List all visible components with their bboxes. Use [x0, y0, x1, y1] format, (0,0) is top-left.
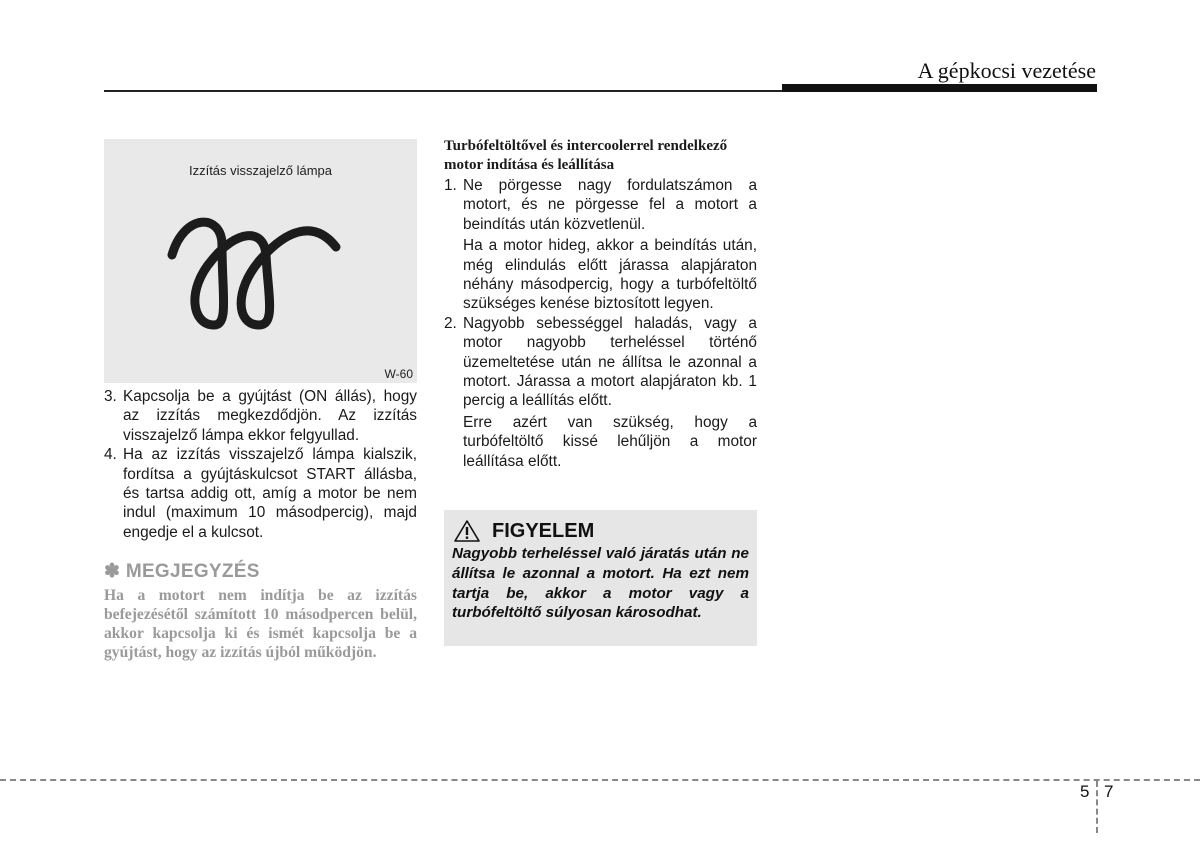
item-number: 1.	[444, 177, 457, 194]
item-text: Ha az izzítás visszajelző lámpa kialszik, fordítsa a gyújtáskulcsot START állásba, és tartsa addig ott, amíg a motor be nem indul (maximum 10 másodpercig), majd engedje el a kulcsot.	[123, 446, 417, 541]
warning-box	[444, 510, 757, 646]
chapter-title: A gépkocsi vezetése	[917, 58, 1096, 83]
note-title: MEGJEGYZÉS	[125, 561, 260, 583]
item-text: Ne pörgesse nagy fordulatszámon a motort, és ne pörgesse fel a motort a beindítás után közvetlenül.	[463, 177, 757, 233]
warning-body: Nagyobb terheléssel való járatás után ne állítsa le azonnal a motort. Ha ezt nem tartja be, akkor a motor vagy a turbófeltöltő súlyosan károsodhat.	[452, 545, 749, 622]
item-text: Kapcsolja be a gyújtást (ON állás), hogy az izzítás megkezdődjön. Az izzítás visszajelző lámpa ekkor felgyullad.	[123, 388, 417, 444]
item-subparagraph: Erre azért van szükség, hogy a turbófeltöltő kissé lehűljön a motor leállítása előtt.	[463, 413, 757, 470]
item-number: 4.	[104, 446, 117, 464]
item-number: 3.	[104, 388, 117, 405]
list-item	[104, 387, 417, 445]
left-column	[104, 387, 417, 662]
list-item	[104, 445, 417, 542]
item-text: Nagyobb sebességgel haladás, vagy a motor nagyobb terheléssel történő üzemeltetése után ne állítsa le azonnal a motort. Járassa a motort alapjáraton kb. 1 percig a leállítás előtt.	[463, 314, 757, 410]
asterisk-icon: ✽	[104, 561, 121, 583]
figure-caption: Izzítás visszajelző lámpa	[188, 163, 333, 178]
chapter-number: 5	[1080, 782, 1090, 801]
page-number-separator	[1096, 781, 1098, 833]
page-number: 7	[1104, 782, 1114, 801]
warning-heading	[454, 518, 594, 544]
item-number: 2.	[444, 314, 457, 332]
list-item	[444, 176, 757, 234]
list-item	[444, 314, 757, 411]
figure-code: W-60	[384, 367, 413, 381]
footer-rule	[0, 779, 1200, 781]
middle-column	[444, 137, 757, 471]
glow-indicator-figure	[104, 139, 417, 383]
item-subparagraph: Ha a motor hideg, akkor a beindítás után, még elindulás előtt járassa alapjáraton néhány másodpercig, hogy a turbófeltöltő szükséges kenése biztosított legyen.	[463, 237, 757, 313]
header-rule-accent	[782, 84, 1097, 92]
warning-title: FIGYELEM	[492, 519, 595, 542]
warning-triangle-icon	[454, 519, 480, 543]
section-heading: Turbófeltöltővel és intercoolerrel rendelkező motor indítása és leállítása	[444, 138, 728, 173]
note-heading	[104, 562, 417, 581]
note-body: Ha a motort nem indítja be az izzítás befejezésétől számított 10 másodpercen belül, akkor kapcsolja ki és ismét kapcsolja be a gyújtást, hogy az izzítás újból működjön.	[104, 586, 417, 662]
glow-plug-coil-icon	[164, 205, 364, 335]
header-rule	[104, 90, 784, 92]
